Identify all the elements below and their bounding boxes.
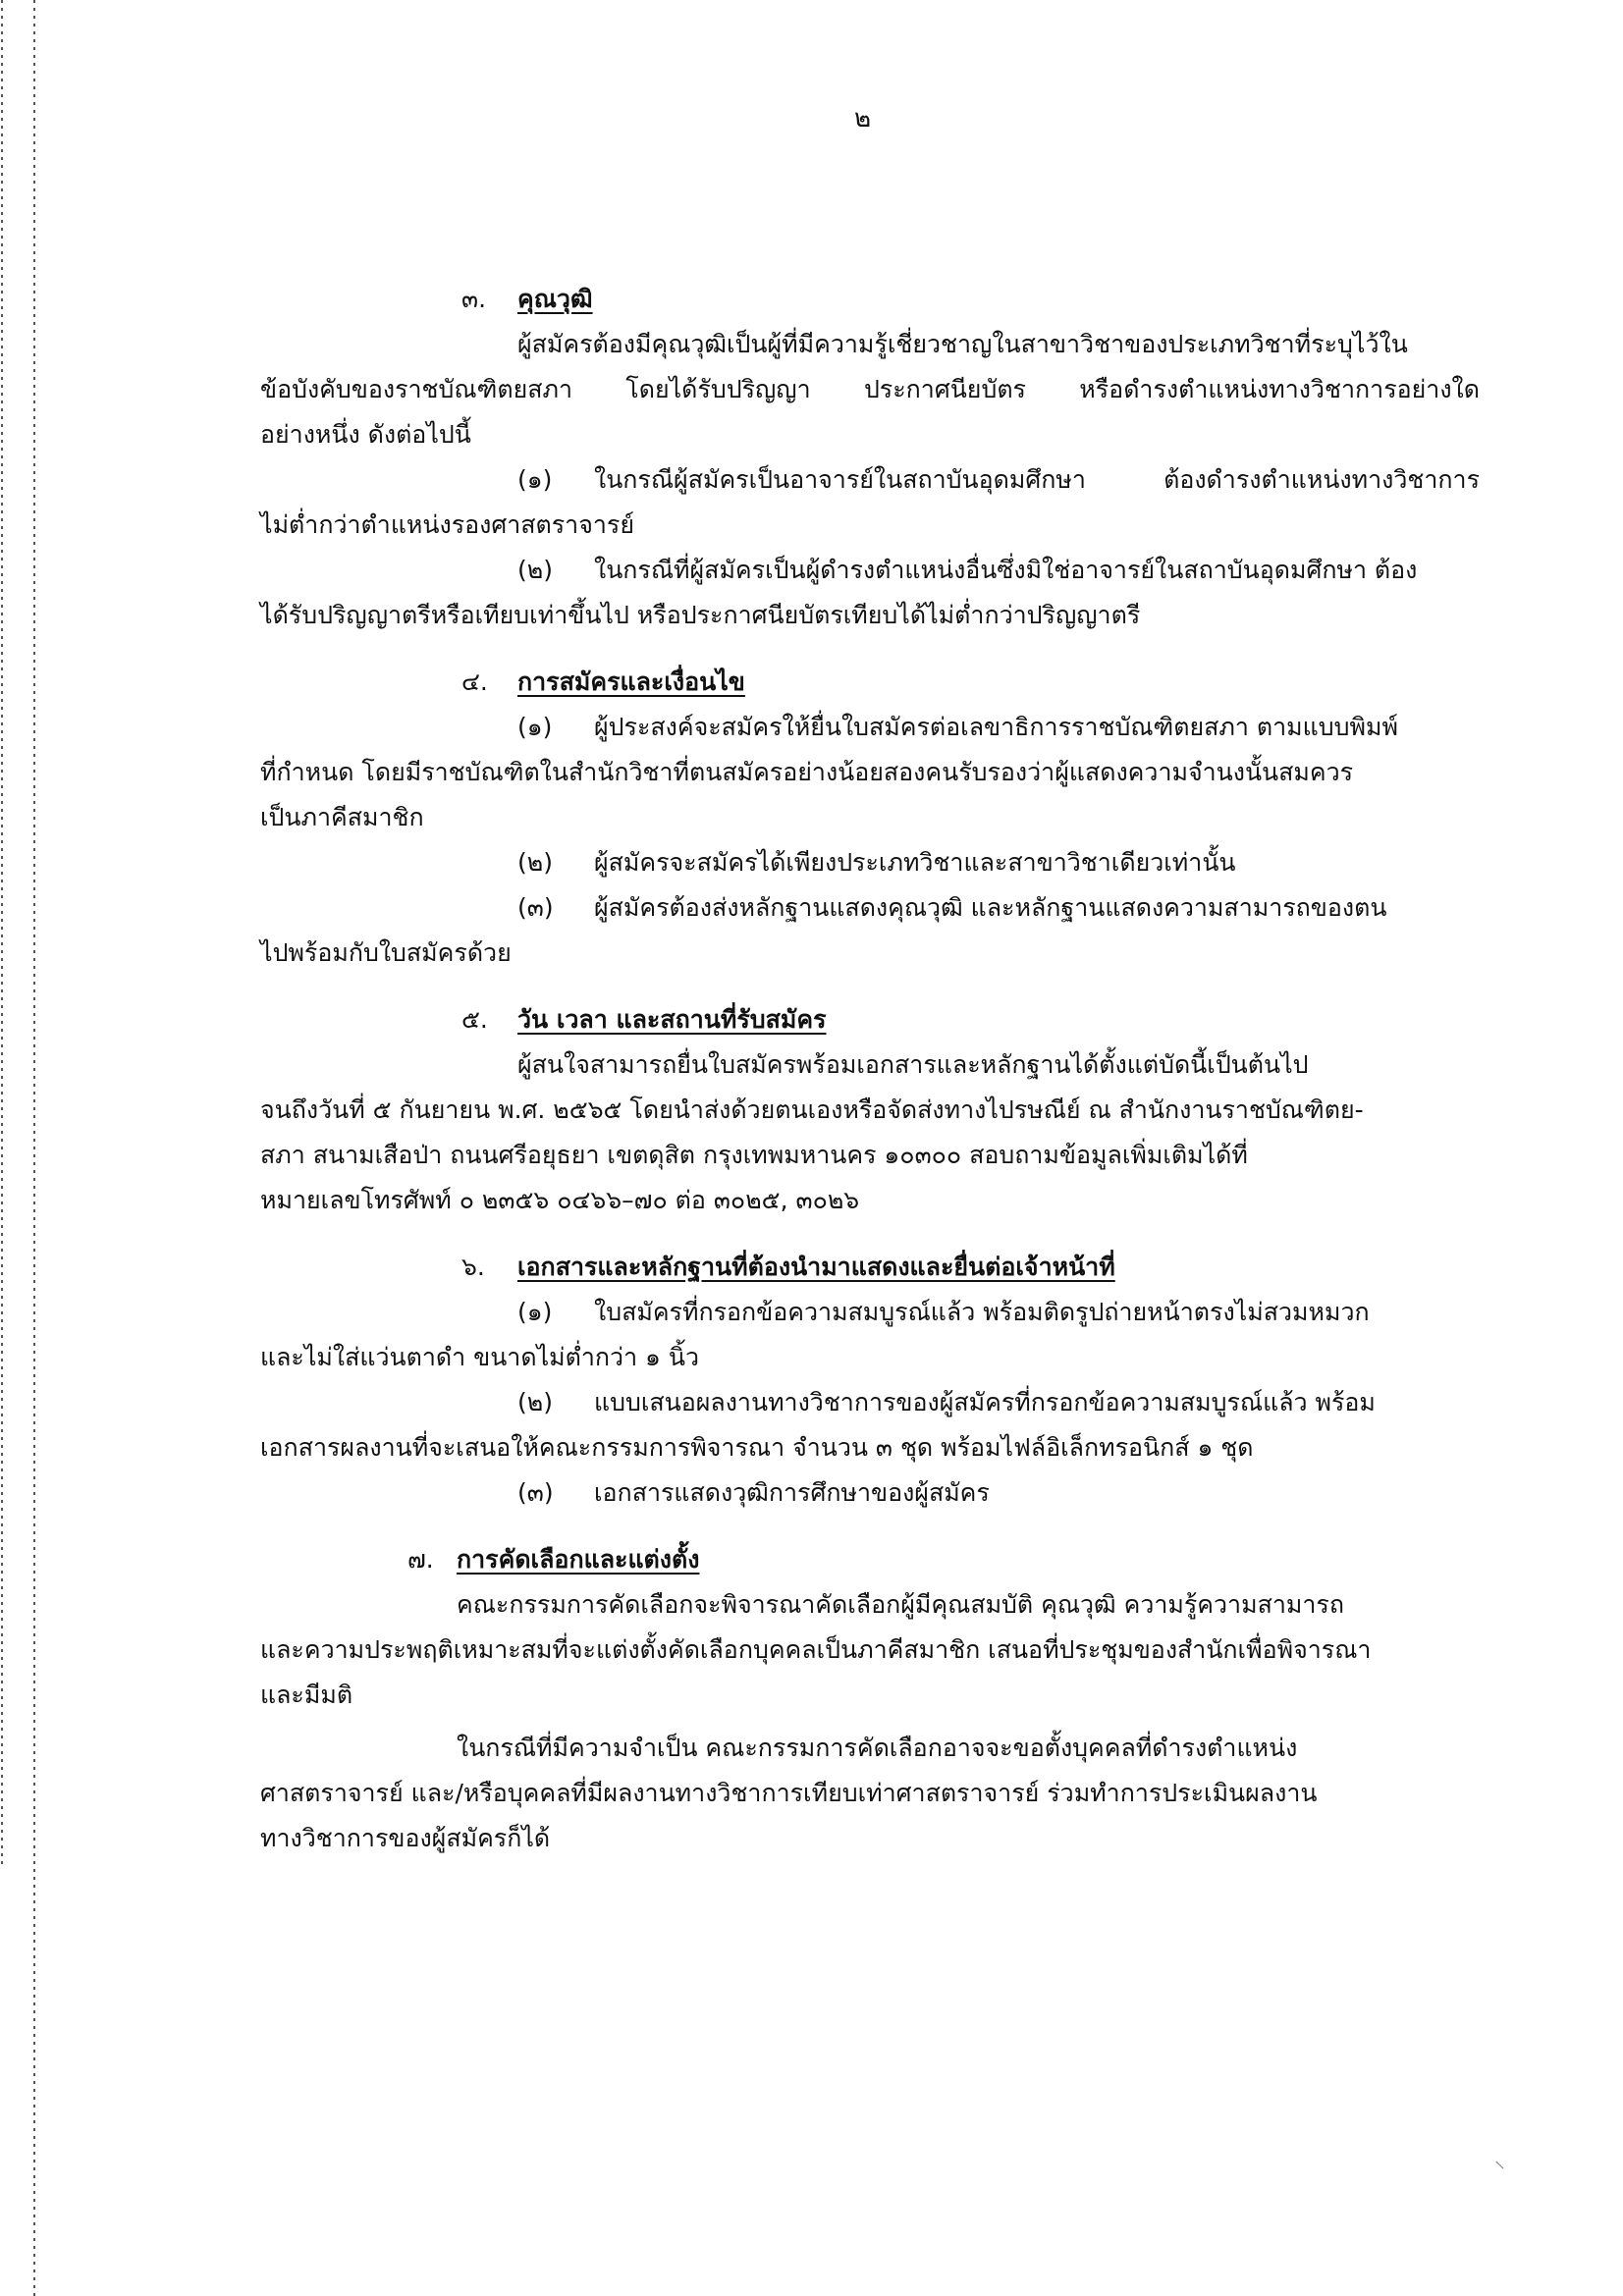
list-item bbox=[260, 1290, 1480, 1335]
list-item bbox=[260, 705, 1480, 750]
item-number: (๒) bbox=[517, 1388, 553, 1416]
section-5-heading bbox=[260, 997, 1480, 1042]
paragraph-line: สภา สนามเสือป่า ถนนศรีอยุธยา เขตดุสิต กรุงเทพมหานคร ๑๐๓๐๐ สอบถามข้อมูลเพิ่มเติมได้ที่ bbox=[260, 1141, 1248, 1169]
paragraph-line: และมีมติ bbox=[260, 1681, 353, 1709]
scan-artifact-left bbox=[1, 0, 3, 1865]
scan-artifact-binder bbox=[33, 0, 35, 2296]
paragraph-line: ศาสตราจารย์ และ/หรือบุคคลที่มีผลงานทางวิชาการเทียบเท่าศาสตราจารย์ ร่วมทำการประเมินผลงาน bbox=[260, 1779, 1318, 1807]
item-number: (๓) bbox=[517, 893, 554, 922]
paragraph-line: ข้อบังคับของราชบัณฑิตยสภา โดยได้รับปริญญา ประกาศนียบัตร หรือดำรงตำแหน่งทางวิชาการอย่างใด bbox=[260, 375, 1480, 403]
page-number: ๒ bbox=[854, 104, 872, 133]
list-item bbox=[260, 840, 1480, 885]
document-body bbox=[260, 277, 1480, 1861]
item-text: เอกสารแสดงวุฒิการศึกษาของผู้สมัคร bbox=[594, 1478, 990, 1507]
paragraph-line: ที่กำหนด โดยมีราชบัณฑิตในสำนักวิชาที่ตนสมัครอย่างน้อยสองคนรับรองว่าผู้แสดงความจำนงนั้นสมควร bbox=[260, 758, 1354, 786]
item-number: (๑) bbox=[517, 713, 553, 741]
paragraph-line: เป็นภาคีสมาชิก bbox=[260, 803, 424, 831]
item-number: (๒) bbox=[517, 556, 553, 584]
section-title: เอกสารและหลักฐานที่ต้องนำมาแสดงและยื่นต่อเจ้าหน้าที่ bbox=[517, 1253, 1115, 1281]
section-number: ๓. bbox=[461, 285, 487, 313]
section-title: การคัดเลือกและแต่งตั้ง bbox=[457, 1545, 700, 1574]
item-text: แบบเสนอผลงานทางวิชาการของผู้สมัครที่กรอกข้อความสมบูรณ์แล้ว พร้อม bbox=[594, 1388, 1376, 1416]
list-item bbox=[260, 1470, 1480, 1516]
list-item bbox=[260, 457, 1480, 503]
paragraph-line: หมายเลขโทรศัพท์ ๐ ๒๓๕๖ ๐๔๖๖–๗๐ ต่อ ๓๐๒๕, ๓๐๒๖ bbox=[260, 1186, 860, 1214]
paragraph-line: และความประพฤติเหมาะสมที่จะแต่งตั้งคัดเลือกบุคคลเป็นภาคีสมาชิก เสนอที่ประชุมของสำนักเพื่อพิจารณา bbox=[260, 1635, 1372, 1664]
paragraph-line: เอกสารผลงานที่จะเสนอให้คณะกรรมการพิจารณา จำนวน ๓ ชุด พร้อมไฟล์อิเล็กทรอนิกส์ ๑ ชุด bbox=[260, 1433, 1254, 1462]
item-text: ใบสมัครที่กรอกข้อความสมบูรณ์แล้ว พร้อมติดรูปถ่ายหน้าตรงไม่สวมหมวก bbox=[594, 1298, 1370, 1326]
section-title: วัน เวลา และสถานที่รับสมัคร bbox=[517, 1005, 827, 1034]
list-item bbox=[260, 885, 1480, 931]
section-number: ๕. bbox=[461, 1005, 488, 1034]
list-item bbox=[260, 1380, 1480, 1425]
section-title: การสมัครและเงื่อนไข bbox=[517, 667, 745, 696]
scan-corner-mark: ⸜ bbox=[1493, 2149, 1505, 2173]
paragraph-line: คณะกรรมการคัดเลือกจะพิจารณาคัดเลือกผู้มีคุณสมบัติ คุณวุฒิ ความรู้ความสามารถ bbox=[457, 1590, 1344, 1619]
paragraph-line: ได้รับปริญญาตรีหรือเทียบเท่าขึ้นไป หรือประกาศนียบัตรเทียบได้ไม่ต่ำกว่าปริญญาตรี bbox=[260, 601, 1141, 629]
section-number: ๖. bbox=[461, 1253, 485, 1281]
item-number: (๒) bbox=[517, 848, 553, 877]
section-title: คุณวุฒิ bbox=[517, 285, 593, 313]
item-text: ผู้ประสงค์จะสมัครให้ยื่นใบสมัครต่อเลขาธิการราชบัณฑิตยสภา ตามแบบพิมพ์ bbox=[594, 713, 1398, 741]
item-number: (๑) bbox=[517, 465, 553, 494]
item-text: ในกรณีที่ผู้สมัครเป็นผู้ดำรงตำแหน่งอื่นซึ่งมิใช่อาจารย์ในสถาบันอุดมศึกษา ต้อง bbox=[594, 556, 1418, 584]
paragraph-line: ไม่ต่ำกว่าตำแหน่งรองศาสตราจารย์ bbox=[260, 510, 634, 539]
item-text: ในกรณีผู้สมัครเป็นอาจารย์ในสถาบันอุดมศึกษา ต้องดำรงตำแหน่งทางวิชาการ bbox=[594, 465, 1480, 494]
item-number: (๑) bbox=[517, 1298, 553, 1326]
section-4-heading bbox=[260, 660, 1480, 705]
section-6-heading bbox=[260, 1245, 1480, 1290]
paragraph-line: ไปพร้อมกับใบสมัครด้วย bbox=[260, 938, 512, 967]
paragraph-line: อย่างหนึ่ง ดังต่อไปนี้ bbox=[260, 420, 471, 449]
paragraph-line: ผู้สมัครต้องมีคุณวุฒิเป็นผู้ที่มีความรู้เชี่ยวชาญในสาขาวิชาของประเภทวิชาที่ระบุไว้ใน bbox=[517, 330, 1408, 358]
section-7-heading bbox=[260, 1537, 1480, 1582]
item-text: ผู้สมัครจะสมัครได้เพียงประเภทวิชาและสาขาวิชาเดียวเท่านั้น bbox=[594, 848, 1236, 877]
paragraph-line: ทางวิชาการของผู้สมัครก็ได้ bbox=[260, 1824, 551, 1852]
paragraph-line: และไม่ใส่แว่นตาดำ ขนาดไม่ต่ำกว่า ๑ นิ้ว bbox=[260, 1343, 699, 1371]
list-item bbox=[260, 548, 1480, 593]
section-number: ๗. bbox=[407, 1545, 434, 1574]
item-text: ผู้สมัครต้องส่งหลักฐานแสดงคุณวุฒิ และหลักฐานแสดงความสามารถของตน bbox=[594, 893, 1387, 922]
section-number: ๔. bbox=[461, 667, 488, 696]
paragraph-line: ผู้สนใจสามารถยื่นใบสมัครพร้อมเอกสารและหลักฐานได้ตั้งแต่บัดนี้เป็นต้นไป bbox=[517, 1050, 1309, 1079]
section-3-heading bbox=[260, 277, 1480, 322]
paragraph-line: ในกรณีที่มีความจำเป็น คณะกรรมการคัดเลือกอาจจะขอตั้งบุคคลที่ดำรงตำแหน่ง bbox=[457, 1734, 1298, 1762]
item-number: (๓) bbox=[517, 1478, 554, 1507]
paragraph-line: จนถึงวันที่ ๕ กันยายน พ.ศ. ๒๕๖๕ โดยนำส่งด้วยตนเองหรือจัดส่งทางไปรษณีย์ ณ สำนักงานราชบัณฑิตย- bbox=[260, 1095, 1364, 1124]
